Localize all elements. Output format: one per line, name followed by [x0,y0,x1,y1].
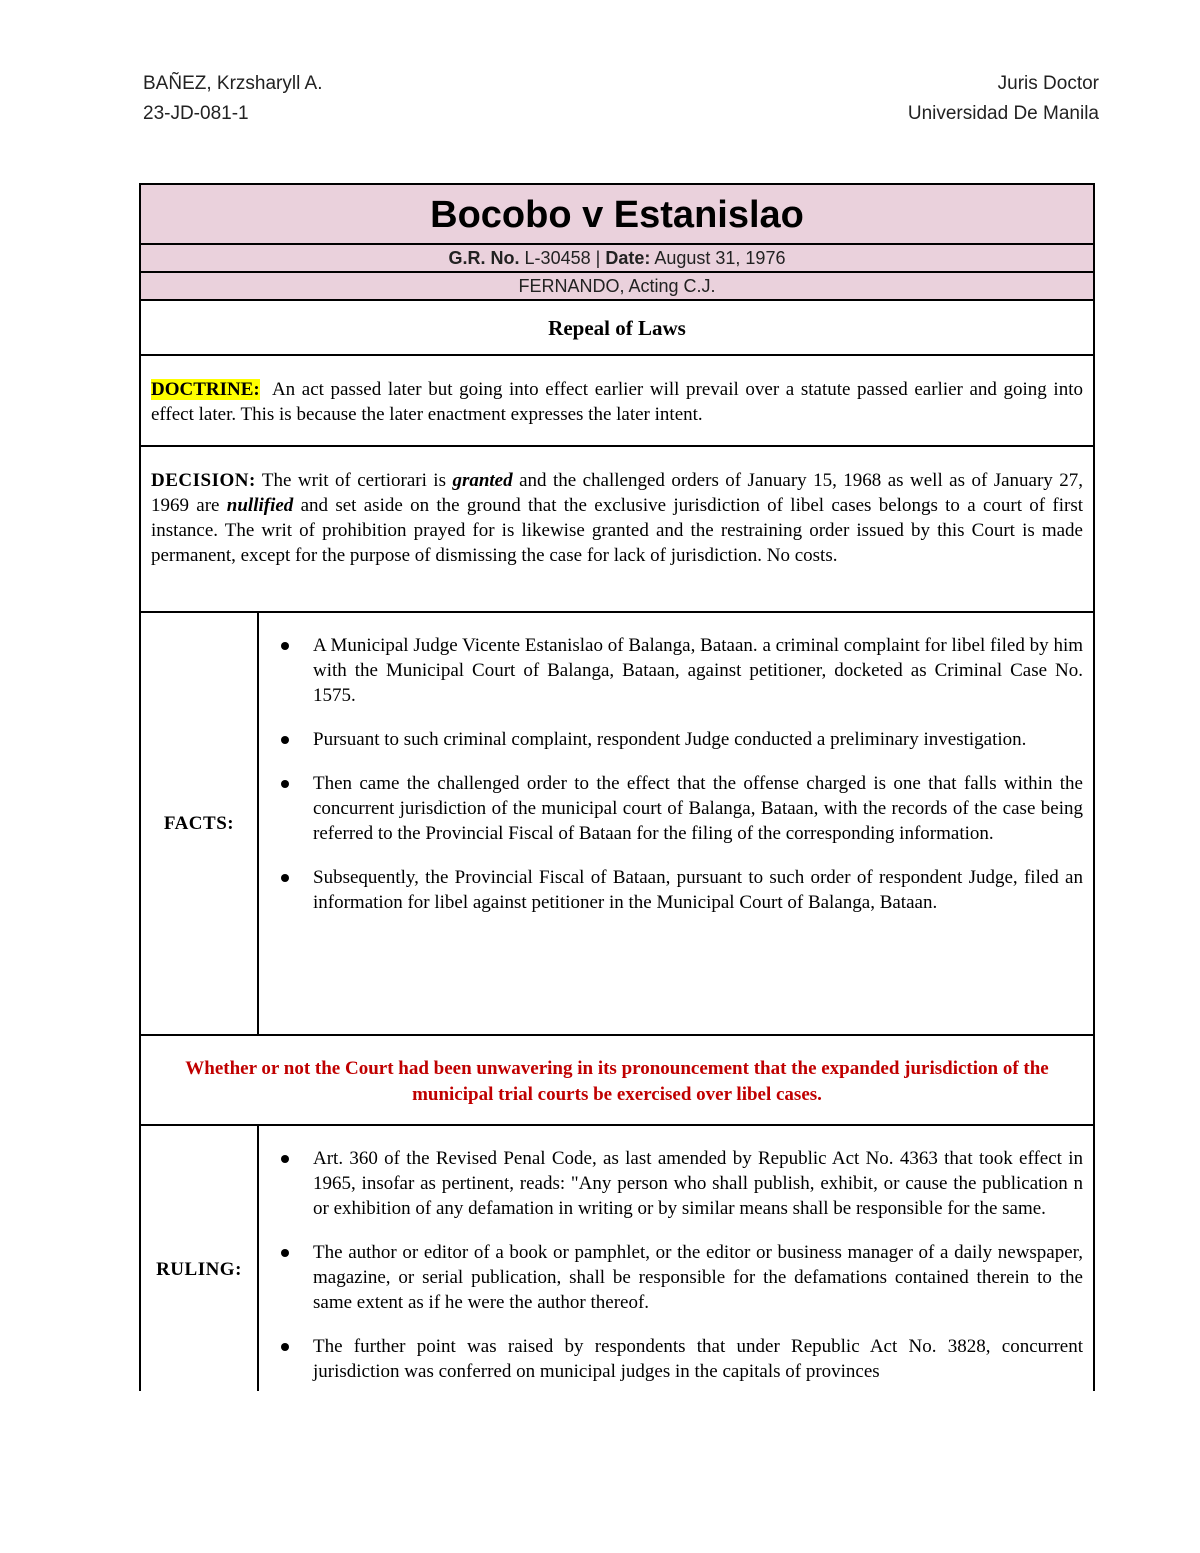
decision-section [141,447,1093,613]
decision-text-3: and set aside on the ground that the exclusive jurisdiction of libel cases belongs to a court of first instance. The writ of prohibition prayed for is likewise granted and the restraining order issued by this Court is made permanent, except for the purpose of dismissing the case for lack of jurisdiction. No costs. [151,495,1084,566]
meta-separator: | [595,248,601,268]
school-name: Universidad De Manila [907,103,1099,124]
list-item [259,771,1083,846]
list-item [259,1146,1083,1221]
decision-granted: granted [452,470,513,491]
gr-number: L-30458 [524,248,591,268]
decision-text-2: and the challenged orders of January 15, 1968 as well as of January 27, 1969 are [151,470,1083,516]
date-label: Date: [605,248,651,268]
ruling-label: RULING: [141,1126,259,1391]
case-meta [141,245,1093,273]
doctrine-text: An act passed later but going into effect earlier will prevail over a statute passed earlier and going into effect later. This is because the later enactment expresses the later intent. [151,379,1083,425]
bullet-icon [281,736,289,744]
ruling-section [141,1126,1093,1391]
facts-section [141,613,1093,1036]
program-name: Juris Doctor [997,73,1099,94]
case-title: Bocobo v Estanislao [141,185,1093,245]
ruling-text: The author or editor of a book or pamphlet, or the editor or business manager of a daily newspaper, magazine, or serial publication, shall be responsible for the defamations contained therein to the same extent as if he were the author thereof. [313,1242,1083,1313]
list-item [259,1334,1083,1384]
decision-date: August 31, 1976 [654,248,786,268]
decision-text-1: The writ of certiorari is [261,470,446,491]
case-brief-table [139,183,1095,1391]
decision-nullified: nullified [226,495,294,516]
student-id: 23-JD-081-1 [143,103,249,124]
bullet-icon [281,1249,289,1257]
bullet-icon [281,1343,289,1351]
issue-section: Whether or not the Court had been unwavering in its pronouncement that the expanded jurisdiction of the municipal trial courts be exercised over libel cases. [141,1036,1093,1126]
ruling-text: The further point was raised by respondents that under Republic Act No. 3828, concurrent jurisdiction was conferred on municipal judges in the capitals of provinces [313,1336,1083,1382]
facts-label: FACTS: [141,613,259,1034]
doctrine-label: DOCTRINE: [151,379,260,400]
school-info [908,69,1099,129]
bullet-icon [281,874,289,882]
gr-label: G.R. No. [448,248,520,268]
ruling-list [259,1146,1083,1384]
list-item [259,633,1083,708]
student-info [143,69,323,129]
fact-text: Subsequently, the Provincial Fiscal of Bataan, pursuant to such order of respondent Judge, filed an information for libel against petitioner in the Municipal Court of Balanga, Bataan. [313,867,1083,913]
list-item [259,1240,1083,1315]
bullet-icon [281,1155,289,1163]
fact-text: Pursuant to such criminal complaint, respondent Judge conducted a preliminary investigation. [313,729,1027,750]
list-item [259,865,1083,915]
list-item [259,727,1083,752]
bullet-icon [281,642,289,650]
facts-list [259,633,1083,915]
doctrine-section [141,356,1093,447]
student-name: BAÑEZ, Krzsharyll A. [143,73,323,94]
decision-label: DECISION: [151,470,256,491]
bullet-icon [281,780,289,788]
topic-heading: Repeal of Laws [141,301,1093,356]
ruling-text: Art. 360 of the Revised Penal Code, as last amended by Republic Act No. 4363 that took effect in 1965, insofar as pertinent, reads: "Any person who shall publish, exhibit, or cause the publication n or exhibition of any defamation in writing or by similar means shall be responsible for the same. [313,1148,1083,1219]
ponente: FERNANDO, Acting C.J. [141,273,1093,301]
ruling-content [259,1126,1093,1391]
facts-content [259,613,1093,1034]
fact-text: Then came the challenged order to the effect that the offense charged is one that falls within the concurrent jurisdiction of the municipal court of Balanga, Bataan, with the records of the case being referred to the Provincial Fiscal of Bataan for the filing of the corresponding information. [313,773,1083,844]
fact-text: A Municipal Judge Vicente Estanislao of Balanga, Bataan. a criminal complaint for libel filed by him with the Municipal Court of Balanga, Bataan, against petitioner, docketed as Criminal Case No. 1575. [313,635,1083,706]
